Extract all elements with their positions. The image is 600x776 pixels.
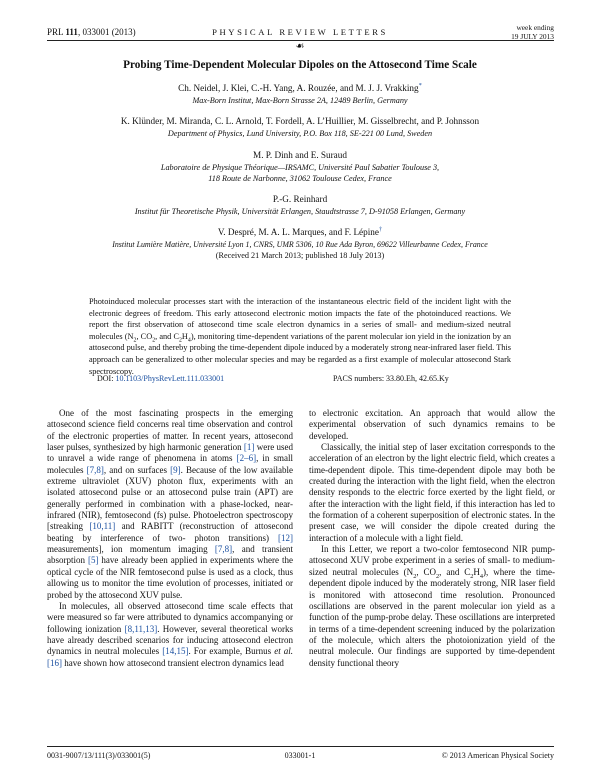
reference-link[interactable]: [8,11,13]: [124, 623, 158, 634]
author-group-4: [50, 194, 550, 204]
affiliation: Laboratoire de Physique Théorique—IRSAMC, Université Paul Sabatier Toulouse 3,: [160, 163, 440, 172]
subscript: 2: [436, 572, 440, 580]
journal-name: PHYSICAL REVIEW LETTERS: [212, 27, 388, 37]
body-text: , and on surfaces: [103, 464, 171, 475]
paragraph: [47, 601, 293, 669]
body-text: measurements], ion momentum imaging: [47, 544, 215, 555]
abstract: [89, 296, 511, 377]
subscript: 2: [152, 337, 156, 344]
body-text: In molecules, all observed attosecond time scale effects that were measured so far were attributed to dynamics accompanying or following ionization: [47, 600, 293, 634]
body-text: , and C: [439, 566, 471, 577]
footnote-mark-link[interactable]: *: [418, 81, 422, 89]
body-text: have already been applied in experiments where the optical cycle of the NIR femtosecond pulse is used as a clock, thus allowing us to monitor the time evolution of processes, initiated or probed by the attosecond XUV pulse.: [47, 555, 293, 600]
body-text: . For example, Burnus: [188, 646, 275, 657]
body-text: . However, several theoretical works have already described scenarios for inducing attosecond electron dynamics in neutral molecules: [47, 623, 293, 657]
doi-link[interactable]: 10.1103/PhysRevLett.111.033001: [115, 374, 225, 383]
paragraph: [47, 408, 293, 601]
reference-link[interactable]: [9]: [170, 464, 181, 475]
body-column-left: [47, 408, 293, 669]
abstract-text: , and C: [155, 331, 179, 341]
body-text: to electronic excitation. An approach that would allow the experimental observation of such dynamics remains to be developed.: [309, 408, 555, 441]
doi-label: DOI:: [97, 374, 116, 383]
body-text: , CO: [416, 566, 437, 577]
abstract-text: H: [181, 331, 188, 341]
author-group-3: [50, 150, 550, 160]
footer-code: 0031-9007/13/111(3)/033001(5): [47, 751, 151, 760]
footnote-mark-link[interactable]: †: [378, 225, 383, 233]
affiliation: Max-Born Institut, Max-Born Strasse 2A, 12489 Berlin, Germany: [192, 96, 408, 105]
paragraph: [309, 408, 555, 442]
body-text: . Because of the low available extreme ultraviolet (XUV) photon flux, experiments with an isolated attosecond pulse or an attosecond pulse train (APT) are generally performed in combination with a phase-locked, near-infrared (NIR), femtosecond (fs) pulse. Photoelectron spectroscopy [streaking: [47, 464, 293, 532]
copyright: © 2013 American Physical Society: [441, 751, 554, 760]
subscript: 2: [413, 572, 417, 580]
subscript: 2: [133, 337, 137, 344]
journal-logo-icon: ☙: [295, 41, 305, 52]
reference-link[interactable]: [7,8]: [214, 544, 233, 555]
subscript: 4: [187, 337, 191, 344]
body-text: , and transient absorption: [47, 544, 293, 566]
body-text: , in small molecules: [47, 453, 294, 475]
subscript: 4: [479, 572, 484, 580]
abstract-text: ), monitoring time-dependent variations of the parent molecular ion yield in the ionization by an attosecond pulse, and thereby probing the time-dependent dipole induced by a moderately strong near-infrared laser field. This approach can be generalized to other molecular species and may be regarded as a first example of molecular attosecond Stark spectroscopy.: [89, 331, 511, 376]
reference-link[interactable]: [5]: [87, 555, 99, 566]
author-group-1: [50, 83, 550, 93]
body-text: H: [473, 566, 480, 577]
doi-line: [97, 374, 224, 383]
author-names: Ch. Neidel, J. Klei, C.-H. Yang, A. Rouzée, and M. J. J. Vrakking: [178, 83, 419, 93]
body-text: In this Letter, we report a two-color femtosecond NIR pump-attosecond XUV probe experiment in a series of small- to medium-sized neutral molecules (N: [309, 544, 555, 577]
reference-link[interactable]: [1]: [243, 442, 255, 453]
reference-link[interactable]: [12]: [278, 532, 293, 543]
week-label: week ending: [516, 23, 554, 32]
citation-journal: PRL: [47, 27, 66, 37]
subscript: 2: [470, 572, 474, 580]
reference-link[interactable]: [16]: [47, 657, 62, 668]
author-names: V. Despré, M. A. L. Marques, and F. Lépine: [217, 227, 379, 237]
citation-volume: 111: [65, 27, 78, 37]
citation-rest: , 033001 (2013): [77, 27, 136, 37]
affiliation: Department of Physics, Lund University, P.O. Box 118, SE-221 00 Lund, Sweden: [167, 129, 433, 138]
author-names: K. Klünder, M. Miranda, C. L. Arnold, T. Fordell, A. L’Huillier, M. Gisselbrecht, and P. Johnsson: [120, 116, 480, 126]
reference-link[interactable]: [7,8]: [86, 464, 104, 475]
affiliation-line-2: 118 Route de Narbonne, 31062 Toulouse Cedex, France: [208, 174, 392, 183]
body-text: have shown how attosecond transient electron dynamics lead: [62, 657, 284, 668]
week-date: 19 JULY 2013: [511, 31, 554, 41]
body-column-right: [309, 408, 555, 669]
body-text: One of the most fascinating prospects in the emerging attosecond science field concerns real time observation and control of the electronic properties of matter. In recent years, attosecond laser pulses, synthesized by high harmonic generation: [47, 408, 293, 453]
abstract-text: Photoinduced molecular processes start with the interaction of the instantaneous electric field of the incident light with the electronic degrees of freedom. This early attosecond electronic motion impacts the fate of the photoinduced reactions. We report the first observation of attosecond time scale electron dynamics in a series of small- and medium-sized neutral molecules (N: [89, 297, 511, 341]
abstract-text: , CO: [136, 331, 153, 341]
reference-link[interactable]: [10,11]: [89, 521, 116, 532]
pacs-numbers: PACS numbers: 33.80.Eh, 42.65.Ky: [333, 374, 449, 383]
body-text: Classically, the initial step of laser excitation corresponds to the acceleration of an electron by the light electric field, which creates a time-dependent dipole. This time-dependent dipole may both be created during the interaction with the light field, when the electron density responds to the electric force exerted by the light field, or after the interaction with the light field, if this interaction has led to the formation of a coherent superposition of electronic states. In the present case, we will consider the dipole created during the interaction of a molecule with a light field.: [309, 442, 555, 543]
received-dates: (Received 21 March 2013; published 18 July 2013): [215, 251, 385, 260]
author-names: M. P. Dinh and E. Suraud: [253, 150, 347, 160]
affiliation: Institut für Theoretische Physik, Universität Erlangen, Staudtstrasse 7, D-91058 Erlangen, Germany: [134, 207, 466, 216]
author-group-2: [50, 116, 550, 126]
reference-link[interactable]: [2–6]: [236, 453, 257, 464]
reference-link[interactable]: [14,15]: [162, 646, 189, 657]
issue-date: [511, 24, 554, 41]
footer-rule: [47, 746, 554, 747]
body-text: and RABITT (reconstruction of attosecond beating by interference of two- photon transitions): [47, 521, 293, 543]
body-text: were used to unravel a wide range of phenomena in atoms: [47, 442, 293, 464]
paragraph: [309, 442, 555, 544]
paper-title: Probing Time-Dependent Molecular Dipoles on the Attosecond Time Scale: [123, 59, 477, 71]
author-group-5: [50, 227, 550, 237]
affiliation: Institut Lumière Matière, Université Lyon 1, CNRS, UMR 5306, 10 Rue Ada Byron, 69622 Villeurbanne Cedex, France: [112, 240, 488, 249]
paragraph: [309, 544, 555, 669]
body-text: ), where the time-dependent dipole induced by the moderately strong, NIR laser field is monitored with attosecond time resolution. Pronounced oscillations are observed in the parent molecular ion yield as a function of the pump-probe delay. These oscillations are interpreted in terms of a time-dependent screening induced by the polarization of the molecule, which alters the photoionization yield of the neutral molecule. Our findings are supported by time-dependent density functional theory: [309, 566, 555, 668]
subscript: 2: [179, 337, 182, 344]
author-names: P.-G. Reinhard: [272, 194, 328, 204]
page-number: 033001-1: [284, 751, 316, 760]
body-text-italic: et al.: [274, 646, 294, 657]
